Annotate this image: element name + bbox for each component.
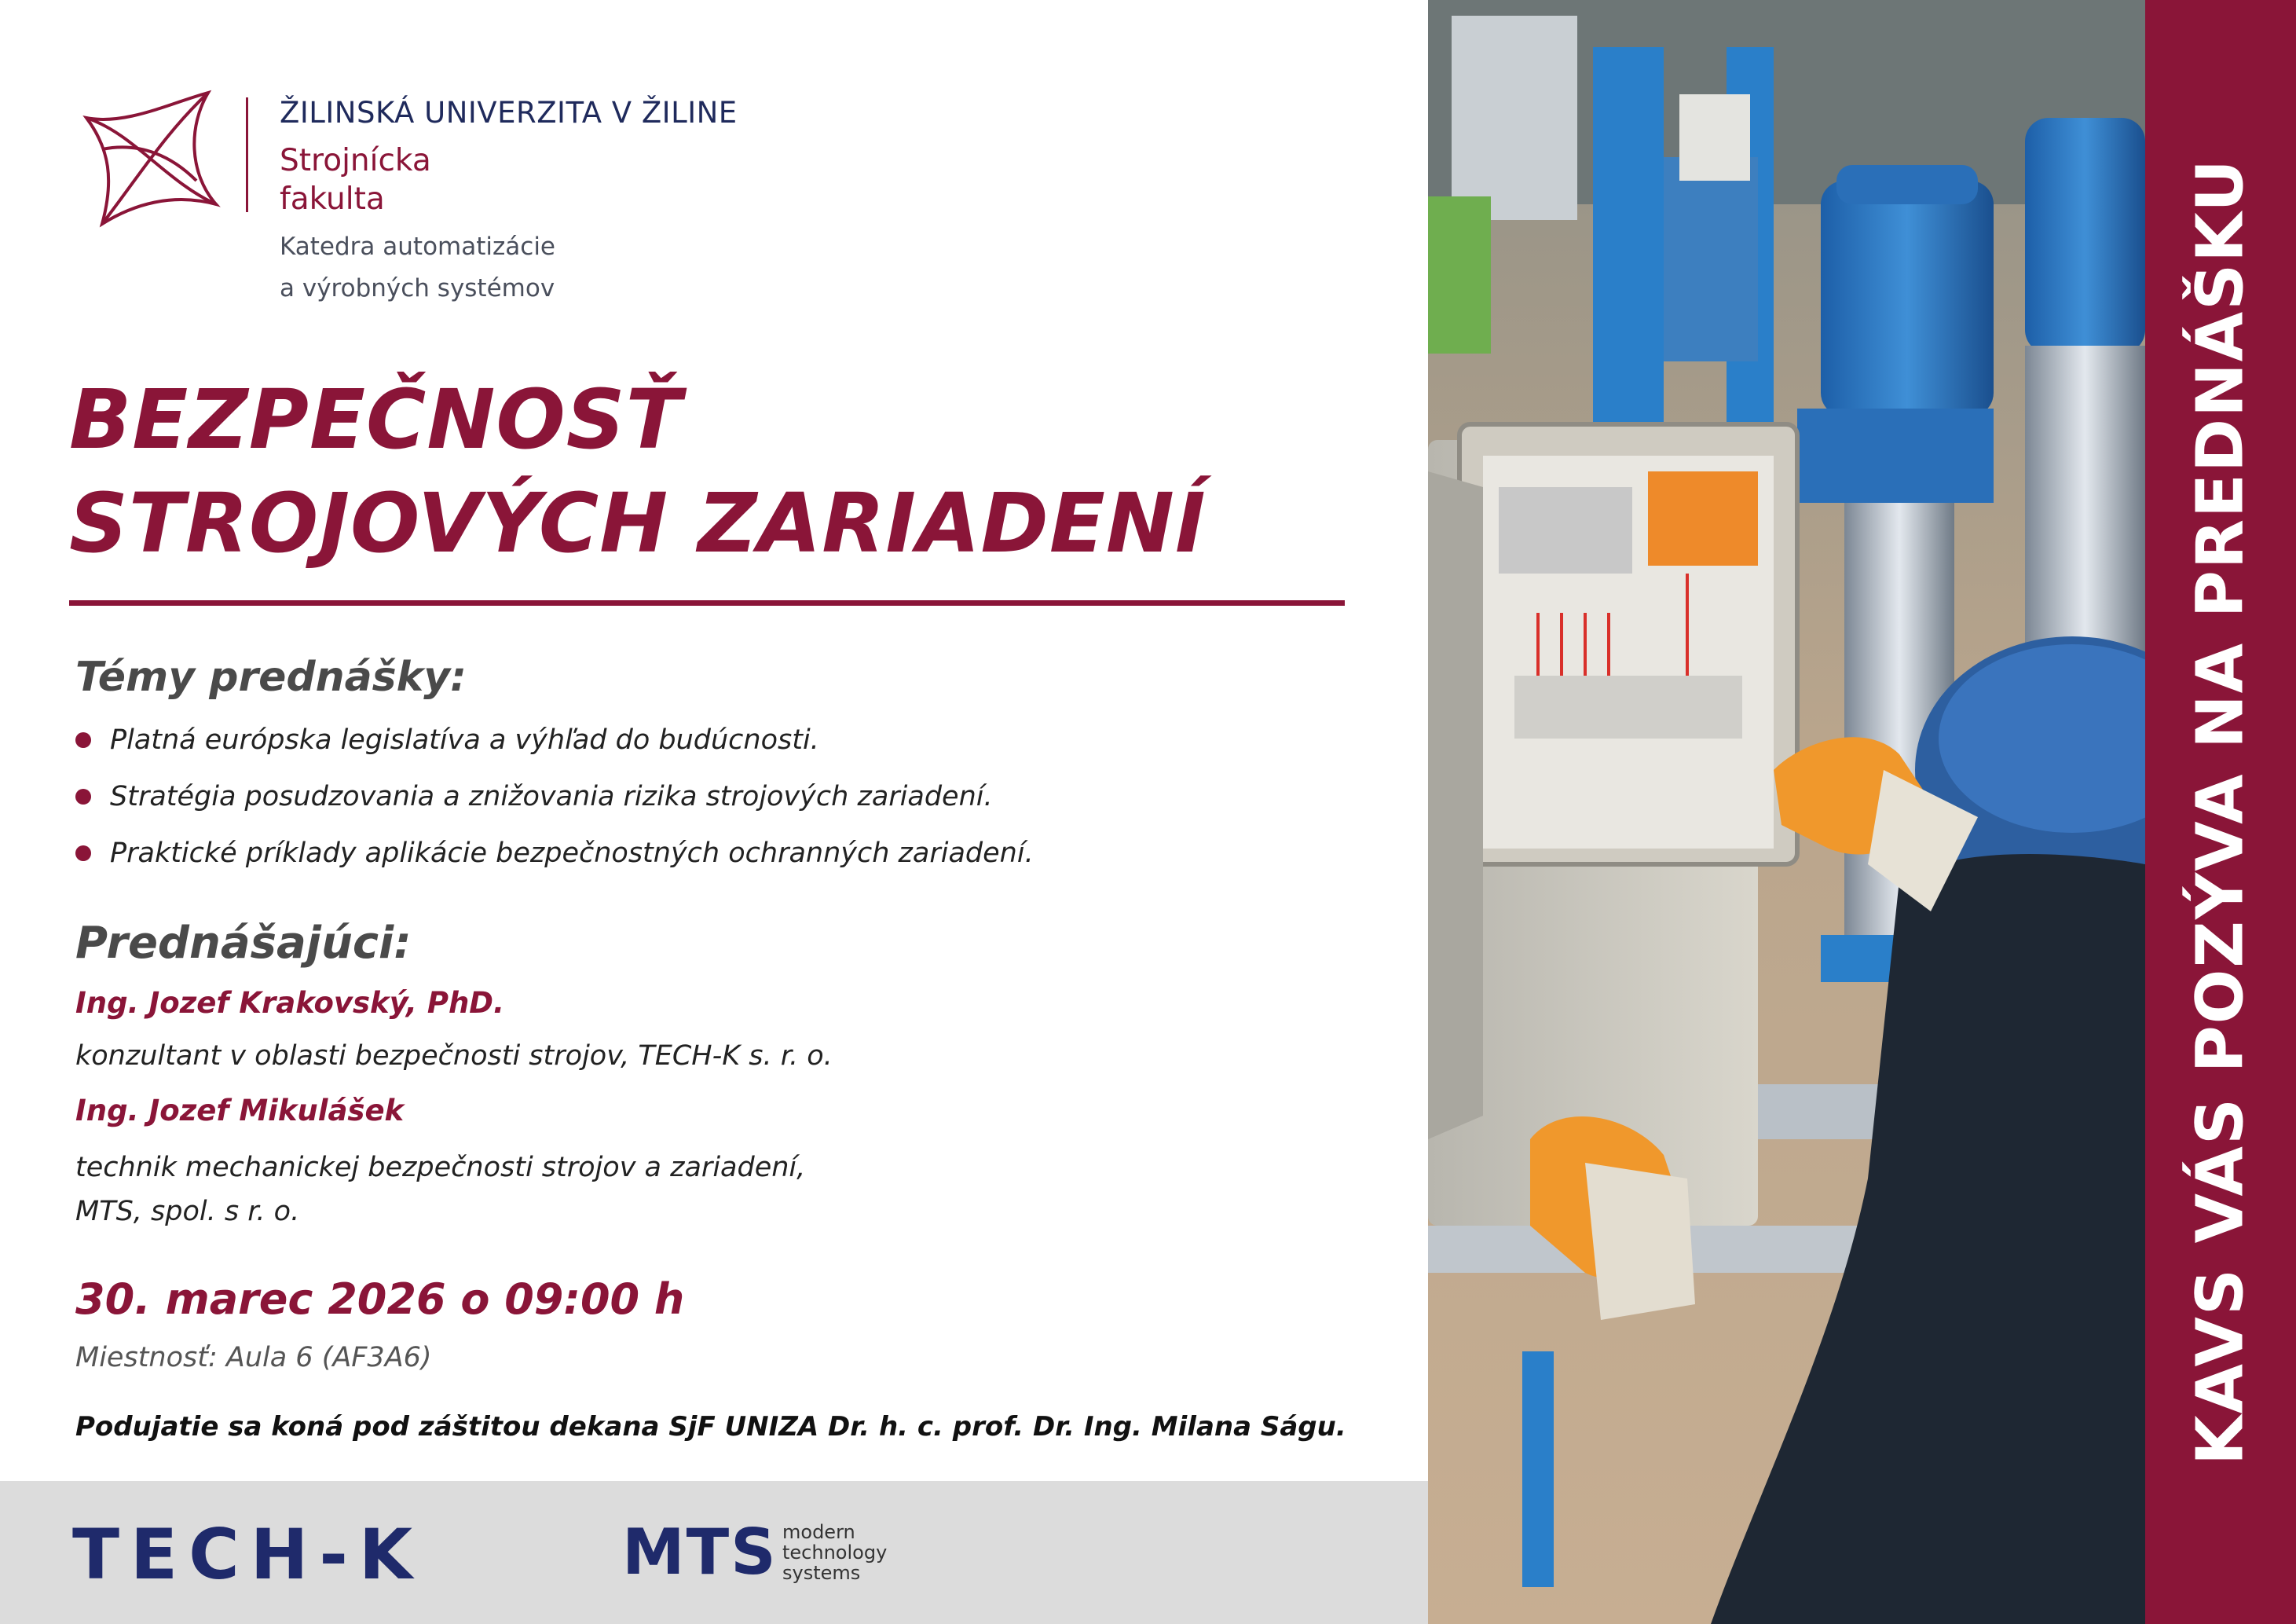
bullet-dot-icon bbox=[75, 845, 91, 861]
bullet-dot-icon bbox=[75, 789, 91, 805]
techk-logo: TECH-K bbox=[72, 1514, 424, 1595]
page-title bbox=[69, 368, 1207, 575]
title-underline bbox=[69, 600, 1345, 606]
speaker-role-line: konzultant v oblasti bezpečnosti strojov, TECH-K s. r. o. bbox=[75, 1040, 833, 1072]
department-name bbox=[280, 226, 688, 310]
topic-text: Platná európska legislatíva a výhľad do budúcnosti. bbox=[110, 724, 819, 756]
speaker-name: Ing. Jozef Krakovský, PhD. bbox=[75, 986, 505, 1020]
event-room: Miestnosť: Aula 6 (AF3A6) bbox=[75, 1342, 432, 1373]
topic-item bbox=[75, 717, 1034, 773]
university-name: ŽILINSKÁ UNIVERZITA V ŽILINE bbox=[280, 96, 738, 130]
topics-heading: Témy prednášky: bbox=[75, 654, 467, 701]
topic-item bbox=[75, 830, 1034, 886]
speaker-role-line: technik mechanickej bezpečnosti strojov a zariadení, bbox=[75, 1152, 806, 1183]
sponsor-footer bbox=[0, 1481, 1428, 1624]
speakers-heading: Prednášajúci: bbox=[75, 918, 412, 969]
photo-illustration bbox=[1428, 0, 2145, 1624]
department-line-1: Katedra automatizácie bbox=[280, 233, 556, 261]
mts-logo: MTS bbox=[622, 1516, 778, 1589]
title-line-1: BEZPEČNOSŤ bbox=[69, 372, 683, 467]
bullet-dot-icon bbox=[75, 732, 91, 748]
banner-text: KAVS VÁS POZÝVA NA PREDNÁŠKU bbox=[2183, 158, 2258, 1465]
mts-tagline bbox=[782, 1522, 939, 1583]
speaker-name: Ing. Jozef Mikulášek bbox=[75, 1094, 405, 1127]
speaker-role bbox=[75, 1034, 833, 1078]
technician-photo bbox=[1428, 0, 2145, 1624]
topic-text: Praktické príklady aplikácie bezpečnostných ochranných zariadení. bbox=[110, 838, 1034, 869]
mts-tagline-line: modern bbox=[782, 1521, 855, 1543]
patronage-note: Podujatie sa koná pod záštitou dekana SjF UNIZA Dr. h. c. prof. Dr. Ing. Milana Ságu. bbox=[75, 1411, 1346, 1443]
uniza-logo-icon bbox=[71, 86, 228, 228]
topics-list bbox=[75, 717, 1034, 886]
speaker-role-line: MTS, spol. s r. o. bbox=[75, 1196, 300, 1227]
speaker-role bbox=[75, 1146, 805, 1234]
topic-text: Stratégia posudzovania a znižovania rizika strojových zariadení. bbox=[110, 781, 993, 812]
faculty-name: Strojnícka fakulta bbox=[280, 143, 431, 217]
department-line-2: a výrobných systémov bbox=[280, 274, 555, 302]
title-line-2: STROJOVÝCH ZARIADENÍ bbox=[69, 475, 1207, 571]
mts-tagline-line: systems bbox=[782, 1562, 861, 1584]
event-date-time: 30. marec 2026 o 09:00 h bbox=[75, 1274, 685, 1324]
invitation-banner bbox=[2145, 0, 2296, 1624]
mts-tagline-line: technology bbox=[782, 1542, 888, 1564]
topic-item bbox=[75, 773, 1034, 830]
logo-divider bbox=[246, 97, 248, 212]
